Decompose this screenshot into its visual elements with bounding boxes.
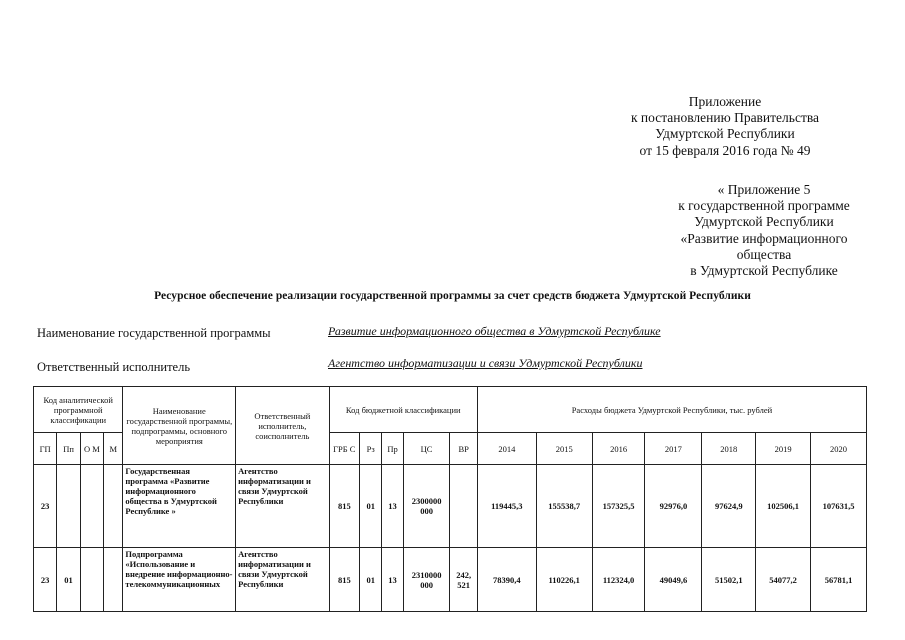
- cell-2018: 97624,9: [702, 465, 756, 548]
- appendix-line-1: Приложение: [688, 94, 762, 109]
- cell-2016: 157325,5: [592, 465, 645, 548]
- appendix-line-3: Удмуртской Республики: [655, 126, 795, 142]
- cell-om: [80, 548, 103, 612]
- header-program-name: Наименование государственной программы, подпрограммы, основного мероприятия: [123, 387, 236, 465]
- cell-2019: 102506,1: [756, 465, 811, 548]
- cell-grbs: 815: [329, 548, 359, 612]
- appendix-header: [600, 94, 850, 159]
- cell-m: [104, 465, 123, 548]
- header-year-2019: 2019: [756, 433, 811, 465]
- header-row-1: [34, 387, 867, 433]
- header-vr: ВР: [450, 433, 477, 465]
- header-responsible: Ответственный исполнитель, соисполнитель: [236, 387, 329, 465]
- cell-pp: [57, 465, 80, 548]
- cell-pr: 13: [382, 548, 403, 612]
- cell-2015: 110226,1: [536, 548, 592, 612]
- header-pp: Пп: [57, 433, 80, 465]
- budget-table: [33, 386, 867, 612]
- appendix5-line-1: « Приложение 5: [717, 182, 811, 197]
- header-om: О М: [80, 433, 103, 465]
- cell-2016: 112324,0: [592, 548, 645, 612]
- cell-pp: 01: [57, 548, 80, 612]
- cell-grbs: 815: [329, 465, 359, 548]
- appendix5-line-3: Удмуртской Республики: [694, 214, 834, 230]
- executor-value: Агентство информатизации и связи Удмуртской Республики: [328, 356, 643, 370]
- header-cs: ЦС: [403, 433, 450, 465]
- header-grbs: ГРБ С: [329, 433, 359, 465]
- program-name-value: Развитие информационного общества в Удмуртской Республике: [328, 324, 661, 338]
- cell-rz: 01: [360, 548, 382, 612]
- header-budget-code: Код бюджетной классификации: [329, 387, 477, 433]
- cell-2020: 107631,5: [811, 465, 867, 548]
- cell-vr: 242, 521: [450, 548, 477, 612]
- cell-m: [104, 548, 123, 612]
- appendix-line-2: к постановлению Правительства: [630, 110, 820, 126]
- header-year-2014: 2014: [477, 433, 536, 465]
- cell-om: [80, 465, 103, 548]
- cell-name: Подпрограмма «Использование и внедрение информационно-телекоммуникационных: [123, 548, 236, 612]
- cell-2017: 92976,0: [645, 465, 702, 548]
- cell-gp: 23: [34, 465, 57, 548]
- executor-label: Ответственный исполнитель: [37, 360, 191, 374]
- header-analytic-code: Код аналитической программной классификации: [34, 387, 123, 433]
- appendix5-line-5: общества: [736, 246, 792, 262]
- cell-2019: 54077,2: [756, 548, 811, 612]
- cell-2018: 51502,1: [702, 548, 756, 612]
- cell-name: Государственная программа «Развитие информационного общества в Удмуртской Республике »: [123, 465, 236, 548]
- cell-2014: 119445,3: [477, 465, 536, 548]
- cell-vr: [450, 465, 477, 548]
- header-year-2017: 2017: [645, 433, 702, 465]
- header-m: М: [104, 433, 123, 465]
- header-rz: Рз: [360, 433, 382, 465]
- appendix5-line-6: в Удмуртской Республике: [690, 263, 838, 279]
- header-year-2015: 2015: [536, 433, 592, 465]
- cell-2017: 49049,6: [645, 548, 702, 612]
- program-name-label: Наименование государственной программы: [37, 326, 271, 340]
- table-row: [34, 548, 867, 612]
- header-year-2020: 2020: [811, 433, 867, 465]
- cell-responsible: Агентство информатизации и связи Удмуртской Республики: [236, 548, 329, 612]
- cell-2015: 155538,7: [536, 465, 592, 548]
- cell-pr: 13: [382, 465, 403, 548]
- appendix-line-4: от 15 февраля 2016 года № 49: [639, 142, 811, 158]
- cell-cs: 2300000 000: [403, 465, 450, 548]
- cell-rz: 01: [360, 465, 382, 548]
- cell-cs: 2310000 000: [403, 548, 450, 612]
- header-gp: ГП: [34, 433, 57, 465]
- cell-gp: 23: [34, 548, 57, 612]
- cell-2020: 56781,1: [811, 548, 867, 612]
- cell-2014: 78390,4: [477, 548, 536, 612]
- header-pr: Пр: [382, 433, 403, 465]
- appendix5-line-2: к государственной программе: [678, 198, 850, 214]
- header-year-2018: 2018: [702, 433, 756, 465]
- document-title: Ресурсное обеспечение реализации государственной программы за счет средств бюджета Удмуртской Республики: [154, 290, 751, 302]
- appendix5-header: [628, 182, 900, 279]
- header-year-2016: 2016: [592, 433, 645, 465]
- header-expenses: Расходы бюджета Удмуртской Республики, тыс. рублей: [477, 387, 866, 433]
- appendix5-line-4: «Развитие информационного: [680, 230, 848, 246]
- cell-responsible: Агентство информатизации и связи Удмуртской Республики: [236, 465, 329, 548]
- table-row: [34, 465, 867, 548]
